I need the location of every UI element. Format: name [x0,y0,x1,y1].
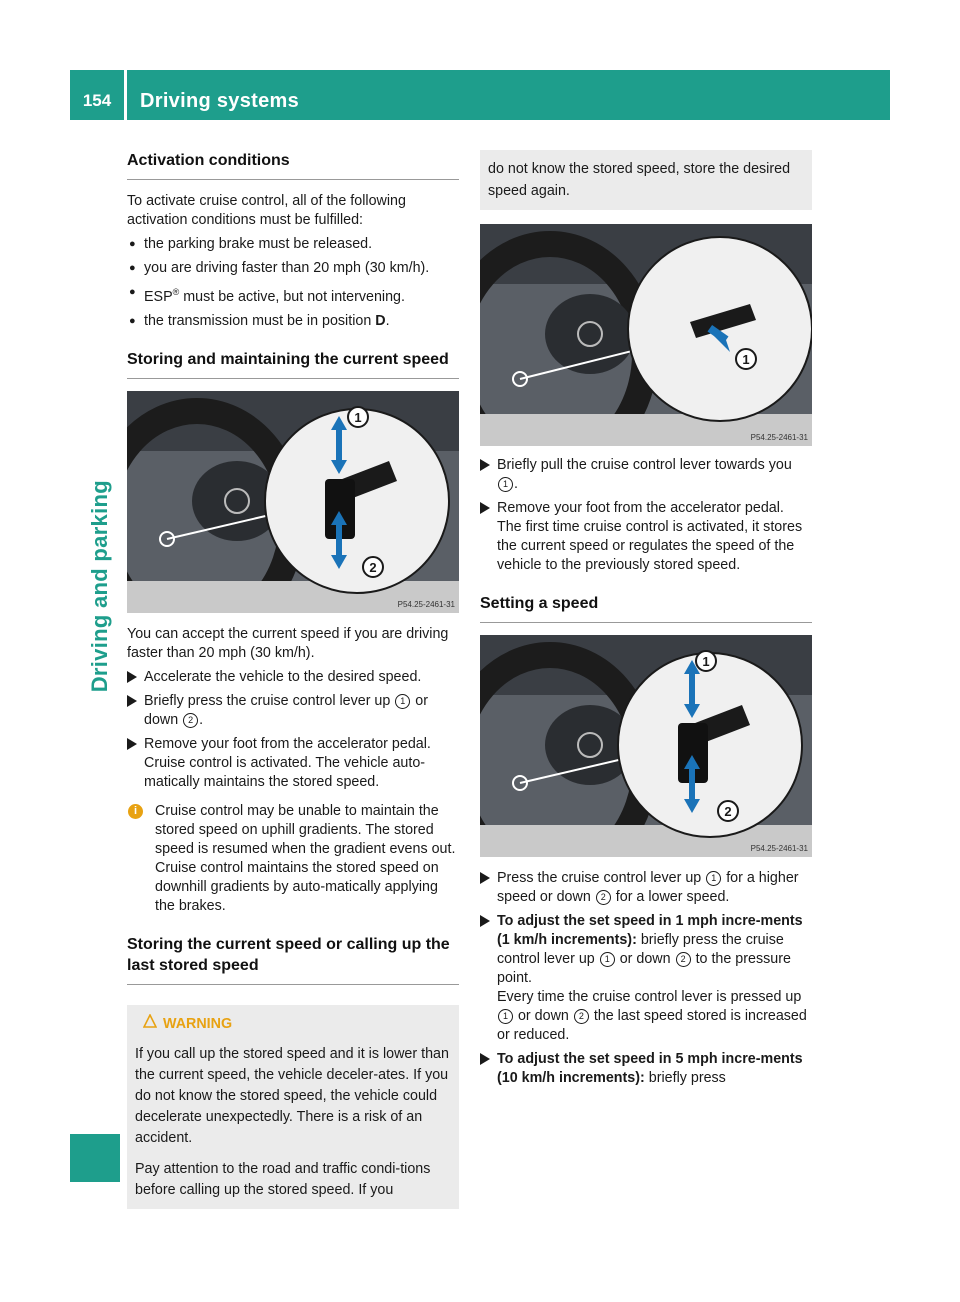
bullet-icon: ● [129,315,136,327]
svg-text:1: 1 [742,352,750,367]
side-tab-label: Driving and parking [87,480,112,693]
step-arrow-icon [127,738,137,750]
list-item: ● the parking brake must be released. [129,236,373,252]
marker-two-icon: 2 [574,1009,589,1024]
step-item: Remove your foot from the accelerator pedal. The first time cruise control is activated, it stores the current speed or regulates the speed of the vehicle to the previously stored speed. [480,499,812,575]
warning-heading: WARNING [135,1015,451,1034]
heading-activation: Activation conditions [127,150,459,180]
svg-text:P54.25-2461-31: P54.25-2461-31 [397,600,455,609]
info-note: i Cruise control may be unable to maintain the stored speed on uphill gradients. The stored speed is resumed when the gradient evens out. Cruise control maintains the stored speed on downhill gradients by auto-matically applying the brakes. [127,802,459,916]
marker-one-icon: 1 [498,477,513,492]
left-column [127,150,459,1209]
cruise-lever-figure-3 [480,635,812,857]
svg-text:P54.25-2461-31: P54.25-2461-31 [750,844,808,853]
svg-text:1: 1 [354,410,362,425]
warning-text-1: If you call up the stored speed and it is lower than the current speed, the vehicle deceler-ates. If you do not know the stored speed, the vehicle could decelerate unexpectedly. There is a risk of an accident. [135,1046,449,1146]
marker-one-icon: 1 [395,694,410,709]
right-column [480,150,812,1088]
step-arrow-icon [127,671,137,683]
step-arrow-icon [127,695,137,707]
step-arrow-icon [480,915,490,927]
heading-setting: Setting a speed [480,593,812,623]
bullet-icon: ● [129,286,136,298]
accept-text: You can accept the current speed if you are driving faster than 20 mph (30 km/h). [127,626,449,661]
warning-text-2: Pay attention to the road and traffic condi-tions before calling up the stored speed. If you [135,1161,431,1198]
cruise-lever-figure-2 [480,224,812,446]
bullet-icon: ● [129,238,136,250]
svg-text:2: 2 [369,560,377,575]
marker-two-icon: 2 [183,713,198,728]
info-icon: i [128,804,143,819]
list-item: ● you are driving faster than 20 mph (30 km/h). [129,260,430,276]
heading-calling: Storing the current speed or calling up the last stored speed [127,934,459,985]
list-item: ● ESP® must be active, but not intervening. [127,283,459,307]
svg-text:2: 2 [724,804,732,819]
step-item: To adjust the set speed in 1 mph incre-ments (1 km/h increments): briefly press the cruise control lever up 1 or down 2 to the pressure point. Every time the cruise control lever is pressed up 1 or down 2 the last speed stored is increased or reduced. [480,912,812,1045]
step-item: Remove your foot from the accelerator pedal. Cruise control is activated. The vehicle auto-matically maintains the stored speed. [127,735,459,792]
step-item: Briefly pull the cruise control lever towards you 1 . [480,456,812,494]
cruise-lever-figure-1 [127,391,459,613]
side-tab-marker [70,1134,120,1182]
svg-text:1: 1 [702,654,710,669]
svg-text:P54.25-2461-31: P54.25-2461-31 [750,433,808,442]
activation-intro: To activate cruise control, all of the following activation conditions must be fulfilled: [127,193,406,228]
step-item: Briefly press the cruise control lever up 1 or down 2 . [127,692,459,730]
header-divider [124,70,127,120]
step-arrow-icon [480,459,490,471]
marker-one-icon: 1 [706,871,721,886]
step-arrow-icon [480,872,490,884]
section-title: Driving systems [140,90,300,112]
list-item: ● the transmission must be in position D. [129,313,390,329]
step-arrow-icon [480,1053,490,1065]
marker-one-icon: 1 [600,952,615,967]
warning-box [127,1005,459,1209]
warning-box-continued: do not know the stored speed, store the desired speed again. [480,150,812,210]
marker-two-icon: 2 [596,890,611,905]
step-item: Accelerate the vehicle to the desired speed. [127,668,459,687]
step-item: Press the cruise control lever up 1 for a higher speed or down 2 for a lower speed. [480,869,812,907]
marker-one-icon: 1 [498,1009,513,1024]
bullet-icon: ● [129,262,136,274]
step-item: To adjust the set speed in 5 mph incre-ments (10 km/h increments): briefly press [480,1050,812,1088]
page-number: 154 [82,91,112,110]
heading-storing: Storing and maintaining the current speed [127,349,459,379]
marker-two-icon: 2 [676,952,691,967]
step-arrow-icon [480,502,490,514]
warning-triangle-icon [143,1014,157,1028]
